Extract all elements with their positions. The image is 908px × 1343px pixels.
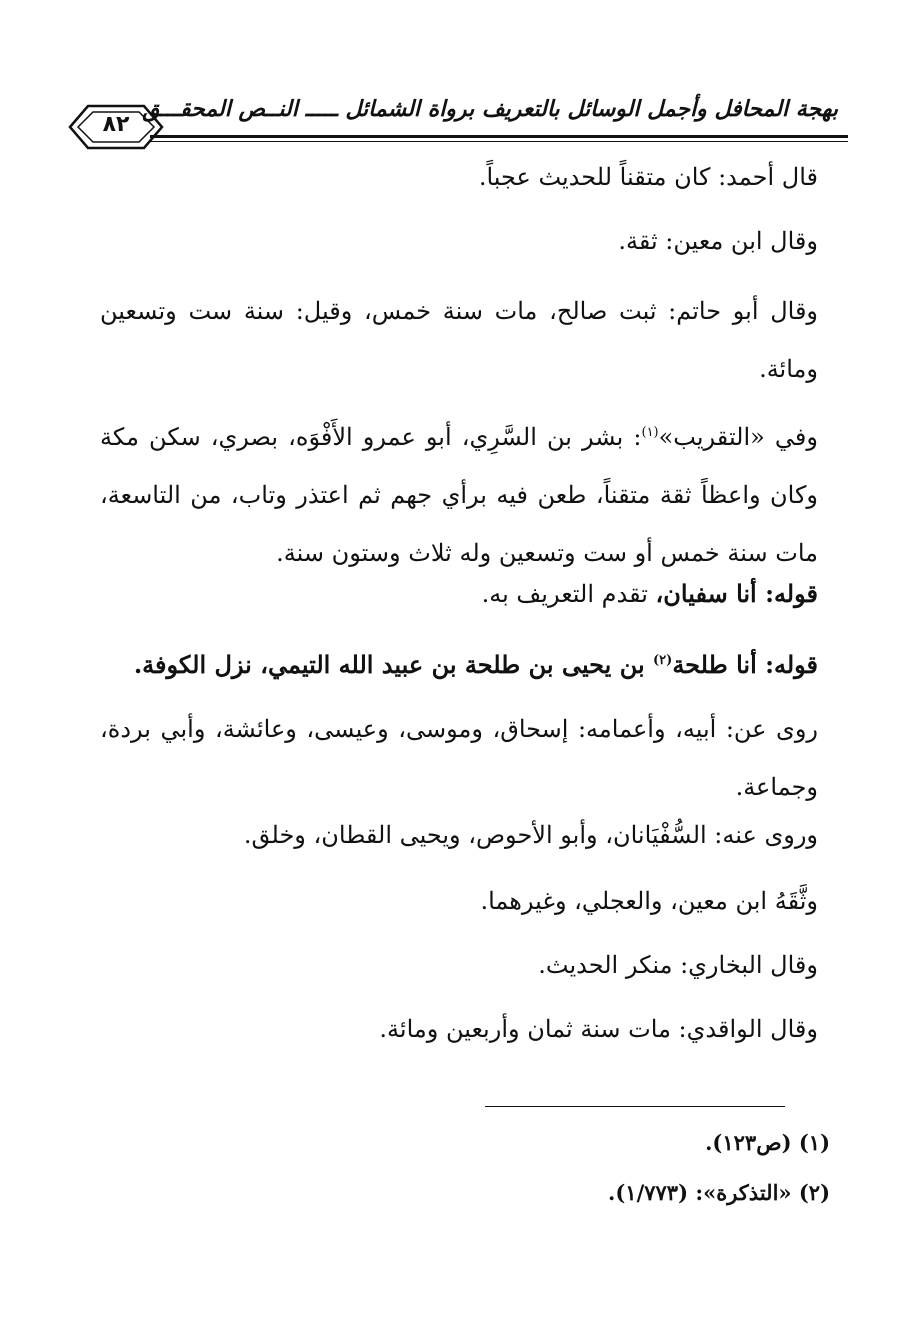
paragraph-narrated-from: روى عن: أبيه، وأعمامه: إسحاق، وموسى، وعيسى، وعائشة، وأبي بردة، وجماعة. (100, 715, 818, 801)
lead-phrase-sufyan: قوله: أنا سفيان، (655, 579, 818, 608)
taqrib-text: : بشر بن السَّرِي، أبو عمرو الأَفْوَه، بصري، سكن مكة وكان واعظاً ثقة متقناً، طعن فيه برأي جهم ثم اعتذر وتاب، من التاسعة، مات سنة خمس أو ست وتسعين وله ثلاث وستون سنة. (100, 423, 818, 567)
taqrib-intro: وفي «التقريب» (658, 423, 818, 451)
footnote-marker-2: (٢) (653, 653, 673, 668)
sufyan-text: تقدم التعريف به. (481, 580, 656, 608)
footnote-1: (١) (ص١٢٣). (705, 1130, 830, 1155)
paragraph-abu-hatim: وقال أبو حاتم: ثبت صالح، مات سنة خمس، وقيل: سنة ست وتسعين ومائة. (100, 297, 818, 383)
header-rule-thin (150, 141, 848, 142)
paragraph-narrated-by: وروى عنه: السُّفْيَانان، وأبو الأحوص، ويحيى القطان، وخلق. (243, 821, 818, 849)
lead-phrase-talha: قوله: أنا طلحة (672, 650, 818, 679)
paragraph-bukhari: وقال البخاري: منكر الحديث. (538, 951, 818, 979)
page-number: ٨٢ (102, 112, 130, 137)
running-header-title: بهجة المحافل وأجمل الوسائل بالتعريف برواة الشمائل ـــــ النــص المحقـــق (142, 96, 838, 122)
footnote-marker-1: (١) (641, 425, 659, 440)
footnote-2: (٢) «التذكرة»: (١/٧٧٣). (608, 1180, 830, 1205)
paragraph-talha (100, 632, 818, 694)
paragraph-tawthiq: وثَّقَهُ ابن معين، والعجلي، وغيرهما. (480, 887, 818, 915)
paragraph-taqrib (100, 404, 818, 582)
paragraph-waqidi: وقال الواقدي: مات سنة ثمان وأربعين ومائة. (379, 1015, 818, 1043)
talha-name: بن يحيى بن طلحة بن عبيد الله التيمي، نزل الكوفة. (133, 650, 654, 679)
paragraph-ahmad: قال أحمد: كان متقناً للحديث عجباً. (478, 163, 818, 191)
paragraph-sufyan (100, 565, 818, 623)
paragraph-ibn-maeen: وقال ابن معين: ثقة. (618, 227, 818, 255)
header-rule (150, 135, 848, 138)
footnote-separator (485, 1106, 785, 1107)
